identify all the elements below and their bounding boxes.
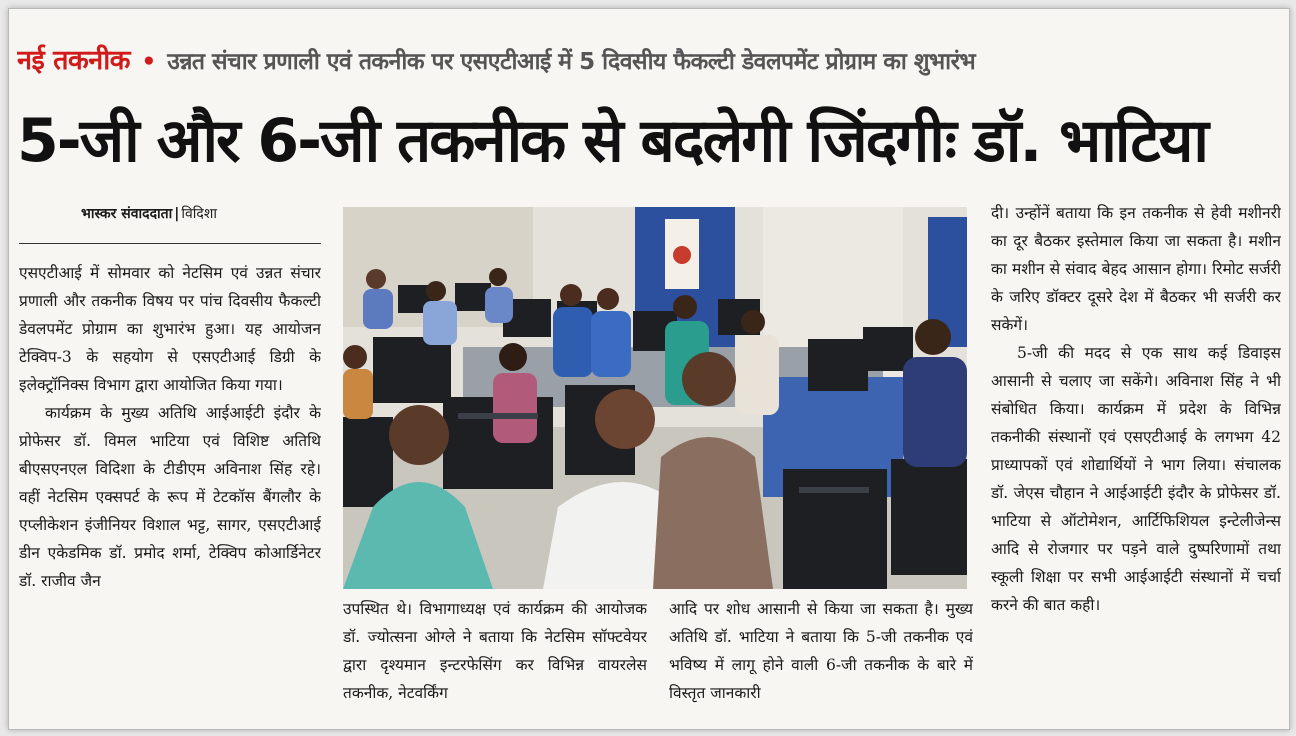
newspaper-clipping — [8, 8, 1290, 730]
news-photo — [343, 207, 967, 589]
kicker-bullet: • — [141, 49, 156, 75]
paragraph: 5-जी की मदद से एक साथ कई डिवाइस आसानी से चलाए जा सकेंगे। अविनाश सिंह ने भी संबोधित किया। कार्यक्रम में प्रदेश के विभिन्न तकनीकी संस्थानों एवं एसएटीआई के लगभग 42 प्राध्यापकों एवं शोद्यार्थियों ने भाग लिया। संचालक डॉ. जेएस चौहान ने आईआईटी इंदौर के प्रोफेसर डॉ. भाटिया से ऑटोमेशन, आर्टिफिशियल इन्टेलीजेन्स आदि से रोजगार पर पड़ने वाले दुष्परिणामों तथा स्कूली शिक्षा पर सभी आईआईटी संस्थानों में चर्चा करने की बात कही। — [991, 344, 1281, 614]
kicker-text: उन्नत संचार प्रणाली एवं तकनीक पर एसएटीआई में 5 दिवसीय फैकल्टी डेवलपमेंट प्रोग्राम का शुभारंभ — [167, 49, 976, 75]
paragraph: कार्यक्रम के मुख्य अतिथि आईआईटी इंदौर के प्रोफेसर डॉ. विमल भाटिया एवं विशिष्ट अतिथि बीएसएनएल विदिशा के टीडीएम अविनाश सिंह रहे। वहीं नेटसिम एक्सपर्ट के रूप में टेटकॉस बैंगलौर के एप्लीकेशन इंजीनियर विशाल भट्ट, सागर, एसएटीआई डीन एकेडमिक डॉ. प्रमोद शर्मा, टेक्विप कोआर्डिनेटर डॉ. राजीव जैन — [19, 404, 321, 590]
paragraph: आदि पर शोध आसानी से किया जा सकता है। मुख्य अतिथि डॉ. भाटिया ने बताया कि 5-जी तकनीक एवं भविष्य में लागू होने वाली 6-जी तकनीक के बारे में विस्तृत जानकारी — [669, 600, 973, 702]
byline-author: भास्कर संवाददाता — [81, 206, 173, 222]
column-bottom-2 — [669, 595, 973, 729]
paragraph: उपस्थित थे। विभागाध्यक्ष एवं कार्यक्रम की आयोजक डॉ. ज्योत्सना ओग्ले ने बताया कि नेटसिम सॉफ्टवेयर द्वारा दृश्यमान इन्टरफेसिंग कर विभिन्न वायरलेस तकनीक, नेटवर्किंग — [343, 600, 647, 702]
kicker-label: नई तकनीक — [17, 45, 130, 76]
byline-separator: | — [174, 206, 180, 222]
column-left — [19, 259, 321, 729]
column-right — [991, 199, 1281, 729]
byline — [81, 201, 321, 227]
column-bottom-1 — [343, 595, 647, 729]
paragraph: एसएटीआई में सोमवार को नेटसिम एवं उन्नत संचार प्रणाली और तकनीक विषय पर पांच दिवसीय फैकल्टी डेवलपमेंट प्रोग्राम का शुभारंभ हुआ। यह आयोजन टेक्विप-3 के सहयोग से एसएटीआई डिग्री के इलेक्ट्रॉनिक्स विभाग द्वारा आयोजित किया गया। — [19, 264, 321, 394]
byline-city: विदिशा — [181, 206, 217, 222]
computer-lab-photo — [343, 207, 967, 589]
paragraph: दी। उन्होंनें बताया कि इन तकनीक से हेवी मशीनरी का दूर बैठकर इस्तेमाल किया जा सकता है। मशीन का मशीन से संवाद बेहद आसान होगा। रिमोट सर्जरी के जरिए डॉक्टर दूसरे देश में बैठकर भी सर्जरी कर सकेगें। — [991, 204, 1281, 334]
headline: 5-जी और 6-जी तकनीक से बदलेगी जिंदगीः डॉ. भाटिया — [17, 106, 1207, 176]
byline-rule — [19, 243, 321, 244]
kicker-line — [17, 39, 1279, 83]
